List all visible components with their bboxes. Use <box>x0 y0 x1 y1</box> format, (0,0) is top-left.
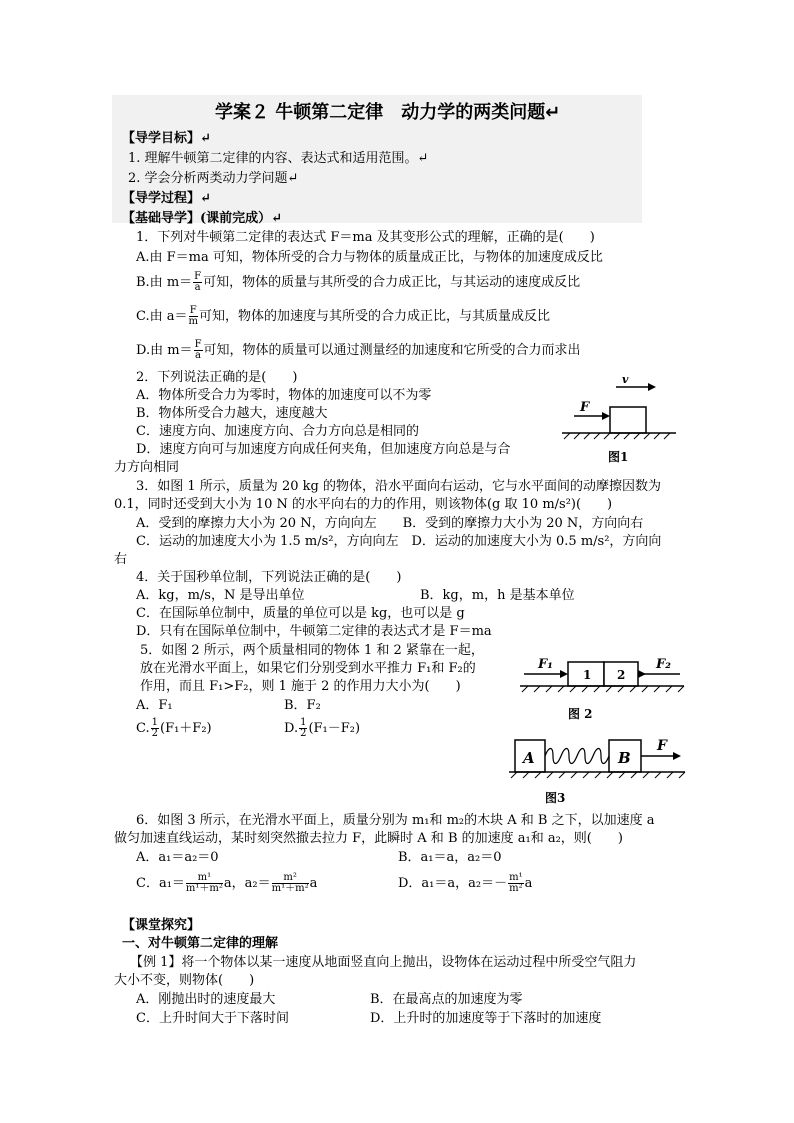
fraction: $\frac{F}{a}$ <box>194 339 202 361</box>
q6-line-2: 做匀加速直线运动，某时刻突然撤去拉力 F，此瞬时 A 和 B 的加速度 a₁和 a₂，则( ) <box>114 831 623 846</box>
q6-option-b: B．a₁＝a，a₂＝0 <box>398 850 502 865</box>
fig1-block <box>610 407 646 433</box>
figure-3 <box>505 734 689 806</box>
fig2-caption: 图 2 <box>568 707 593 721</box>
svg-text:B: B <box>618 749 631 767</box>
topic-1-heading: 一、对牛顿第二定律的理解 <box>122 936 279 951</box>
q5-option-b: B．F₂ <box>284 698 321 713</box>
svg-text:A: A <box>523 749 535 767</box>
q6-option-c: C．a₁＝ $\frac{\text{m¹}}{\text{m¹＋m²}}$ a，a₂＝ $\frac{\text{m²}}{\text{m¹＋m²}}$ a <box>136 872 318 894</box>
q5-line-2: 放在光滑水平面上，如果它们分别受到水平推力 F₁和 F₂的 <box>140 661 476 676</box>
q5-option-a: A．F₁ <box>136 698 173 713</box>
q2-option-b: B．物体所受合力越大，速度越大 <box>136 406 328 421</box>
fig2-F2-label: F₂ <box>656 657 671 672</box>
fig3-caption: 图3 <box>545 791 566 805</box>
fig2-F1-label: F₁ <box>538 657 553 672</box>
svg-text:1: 1 <box>583 668 592 682</box>
example-1-option-a: A．刚抛出时的速度最大 <box>136 992 276 1007</box>
q4-option-c: C．在国际单位制中，质量的单位可以是 kg，也可以是 g <box>136 606 465 621</box>
example-1-line-1: 【例 1】将一个物体以某一速度从地面竖直向上抛出，设物体在运动过程中所受空气阻力 <box>130 955 637 970</box>
q4-option-a: A．kg，m/s，N 是导出单位 <box>136 588 305 603</box>
example-1-option-b: B．在最高点的加速度为零 <box>370 992 523 1007</box>
example-1-line-2: 大小不变，则物体( ) <box>114 973 255 988</box>
q3-options-cd-cont: 右 <box>114 552 128 567</box>
q3-line-2: 0.1，同时还受到大小为 10 N 的水平向右的力的作用，则该物体(g 取 10 m/s²)( ) <box>114 497 613 512</box>
q6-option-d: D．a₁＝a，a₂＝－ $\frac{\text{m¹}}{\text{m²}}$ a <box>398 872 533 894</box>
q2-stem: 2．下列说法正确的是( ) <box>136 370 298 385</box>
q3-line-1: 3．如图 1 所示，质量为 20 kg 的物体，沿水平面向右运动，它与水平面间的动摩擦因数为 <box>136 479 661 494</box>
example-1-option-d: D．上升时的加速度等于下落时的加速度 <box>370 1011 602 1026</box>
fraction: $\frac{\text{m¹}}{\text{m²}}$ <box>509 872 523 894</box>
q5-line-3: 作用，而且 F₁>F₂，则 1 施于 2 的作用力大小为( ) <box>140 679 461 694</box>
q5-line-1: 5．如图 2 所示，两个质量相同的物体 1 和 2 紧靠在一起， <box>140 643 484 658</box>
q6-line-1: 6．如图 3 所示，在光滑水平面上，质量分别为 m₁和 m₂的木块 A 和 B 之下，以加速度 a <box>136 813 655 828</box>
q5-option-d: D. $\frac{1}{2}$ (F₁－F₂) <box>284 717 361 739</box>
goal-header: 【导学目标】↵ <box>122 131 211 146</box>
q1-option-d: D.由 m＝ $\frac{F}{a}$ 可知，物体的质量可以通过测量经的加速度和它所受的合力而求出 <box>136 339 581 361</box>
q4-option-d: D．只有在国际单位制中，牛顿第二定律的表达式才是 F＝ma <box>136 624 492 639</box>
fraction: $\frac{F}{a}$ <box>194 271 202 293</box>
q1-stem: 1．下列对牛顿第二定律的表达式 F＝ma 及其变形公式的理解，正确的是( ) <box>136 230 595 245</box>
q2-option-a: A．物体所受合力为零时，物体的加速度可以不为零 <box>136 388 432 403</box>
example-1-option-c: C．上升时间大于下落时间 <box>136 1011 289 1026</box>
q4-option-b: B．kg，m，h 是基本单位 <box>420 588 575 603</box>
fraction: $\frac{1}{2}$ <box>300 717 307 739</box>
fraction: $\frac{\text{m²}}{\text{m¹＋m²}}$ <box>271 872 309 894</box>
svg-text:2: 2 <box>617 668 626 682</box>
figure-1 <box>560 375 680 465</box>
q3-options-ab: A．受到的摩擦力大小为 20 N，方向向左 B．受到的摩擦力大小为 20 N，方向向右 <box>136 516 644 531</box>
page-title: 学案２ 牛顿第二定律 动力学的两类问题↵ <box>215 102 561 123</box>
goal-1: 1. 理解牛顿第二定律的内容、表达式和适用范围。↵ <box>128 151 429 166</box>
q1-option-a: A.由 F＝ma 可知，物体所受的合力与物体的质量成正比，与物体的加速度成反比 <box>136 250 603 265</box>
q1-option-c: C.由 a＝ $\frac{F}{m}$ 可知，物体的加速度与其所受的合力成正比，与其质量成反比 <box>136 305 550 327</box>
class-header: 【课堂探究】 <box>122 918 201 933</box>
q2-option-c: C．速度方向、加速度方向、合力方向总是相同的 <box>136 424 419 439</box>
q6-option-a: A．a₁＝a₂＝0 <box>136 850 219 865</box>
fraction: $\frac{F}{m}$ <box>188 305 198 327</box>
goal-2: 2. 学会分析两类动力学问题↵ <box>128 171 299 186</box>
q5-option-c: C. $\frac{1}{2}$ (F₁＋F₂) <box>136 717 212 739</box>
fig3-F-label: F <box>657 738 667 754</box>
fig1-caption: 图1 <box>608 450 629 464</box>
q1-option-b: B.由 m＝ $\frac{F}{a}$ 可知，物体的质量与其所受的合力成正比，与其运动的速度成反比 <box>136 271 581 293</box>
basic-header: 【基础导学】(课前完成）↵ <box>122 211 283 226</box>
fig1-F-label: F <box>580 400 590 415</box>
fraction: $\frac{\text{m¹}}{\text{m¹＋m²}}$ <box>185 872 223 894</box>
q4-stem: 4．关于国秒单位制，下列说法正确的是( ) <box>136 570 402 585</box>
q3-options-cd: C．运动的加速度大小为 1.5 m/s²，方向向左 D．运动的加速度大小为 0.5 m/s²，方向向 <box>136 534 662 549</box>
fig1-v-label: v <box>622 375 629 386</box>
process-header: 【导学过程】↵ <box>122 191 211 206</box>
fraction: $\frac{1}{2}$ <box>151 717 158 739</box>
q2-option-d: D．速度方向可与加速度方向成任何夹角，但加速度方向总是与合 <box>136 442 511 457</box>
figure-2 <box>516 652 688 724</box>
fig3-spring <box>545 749 609 764</box>
q2-option-d-cont: 力方向相同 <box>114 460 180 475</box>
